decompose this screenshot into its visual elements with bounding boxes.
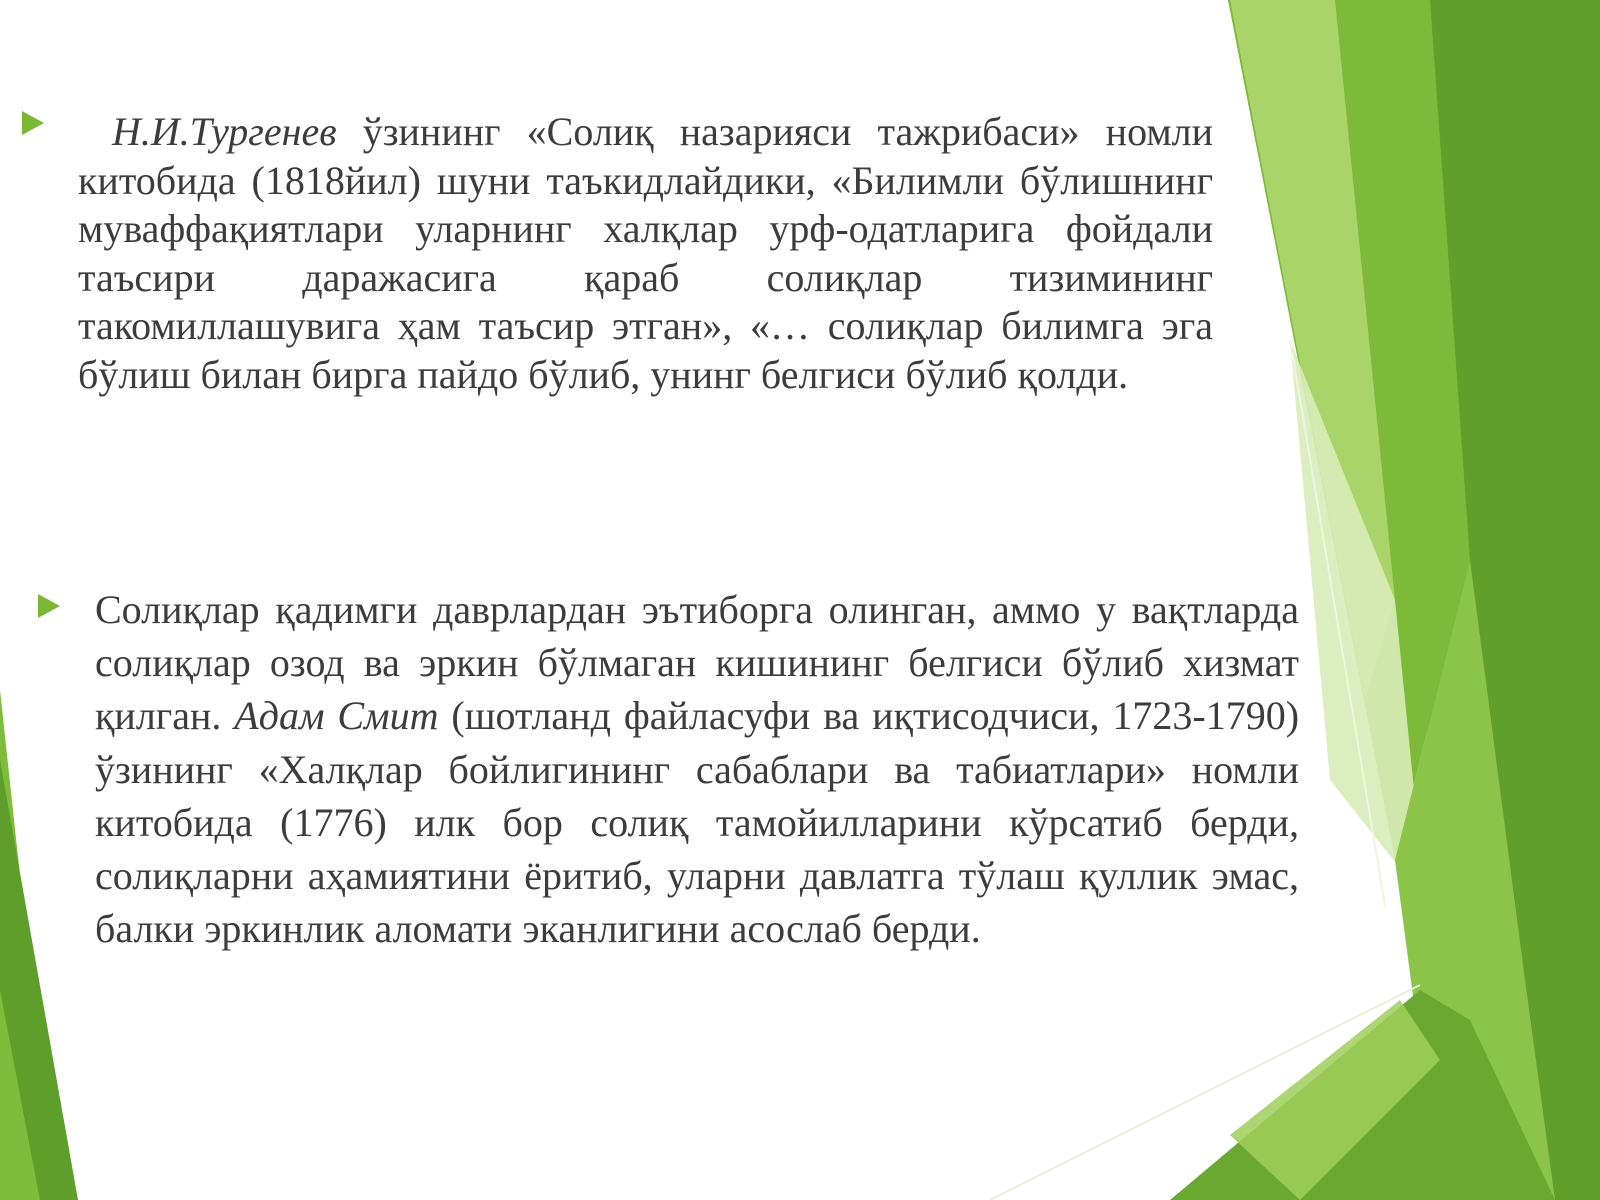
bullet-1-text [78,108,1213,399]
bullet-2-body-end: (шотланд файласуфи ва иқтисодчиси, 1723-1790) ўзининг «Халқлар бойлигининг сабаблари ва табиатлари» номли китобида (1776) илк бор солиқ тамойилларини кўрсатиб берди, солиқларни аҳамиятини ёритиб, уларни давлатга тўлаш қуллик эмас, балки эркинлик аломати эканлигини асослаб берди. [95,693,1300,952]
bullet-2-body-start: Солиқлар қадимги даврлардан эътиборга олинган, аммо у вақтларда солиқлар озод ва эркин бўлмаган кишининг белгиси бўлиб хизмат қилган. [95,587,1299,739]
author-turgenev: Н.И.Тургенев [112,109,337,154]
triangle-bullet-icon [36,593,62,619]
author-smith: Адам Смит [234,693,439,739]
triangle-bullet-icon [20,110,46,136]
bullet-1-body: ўзининг «Солиқ назарияси тажрибаси» номли китобида (1818йил) шуни таъкидлайдики, «Билимли бўлишнинг муваффақиятлари уларнинг халқлар урф-одатларига фойдали таъсири даражасига қараб солиқлар тизимининг такомиллашувига ҳам таъсир этган», «… солиқлар билимга эга бўлиш билан бирга пайдо бўлиб, унинг белгиси бўлиб қолди. [78,109,1213,397]
bullet-2-text [95,583,1299,955]
